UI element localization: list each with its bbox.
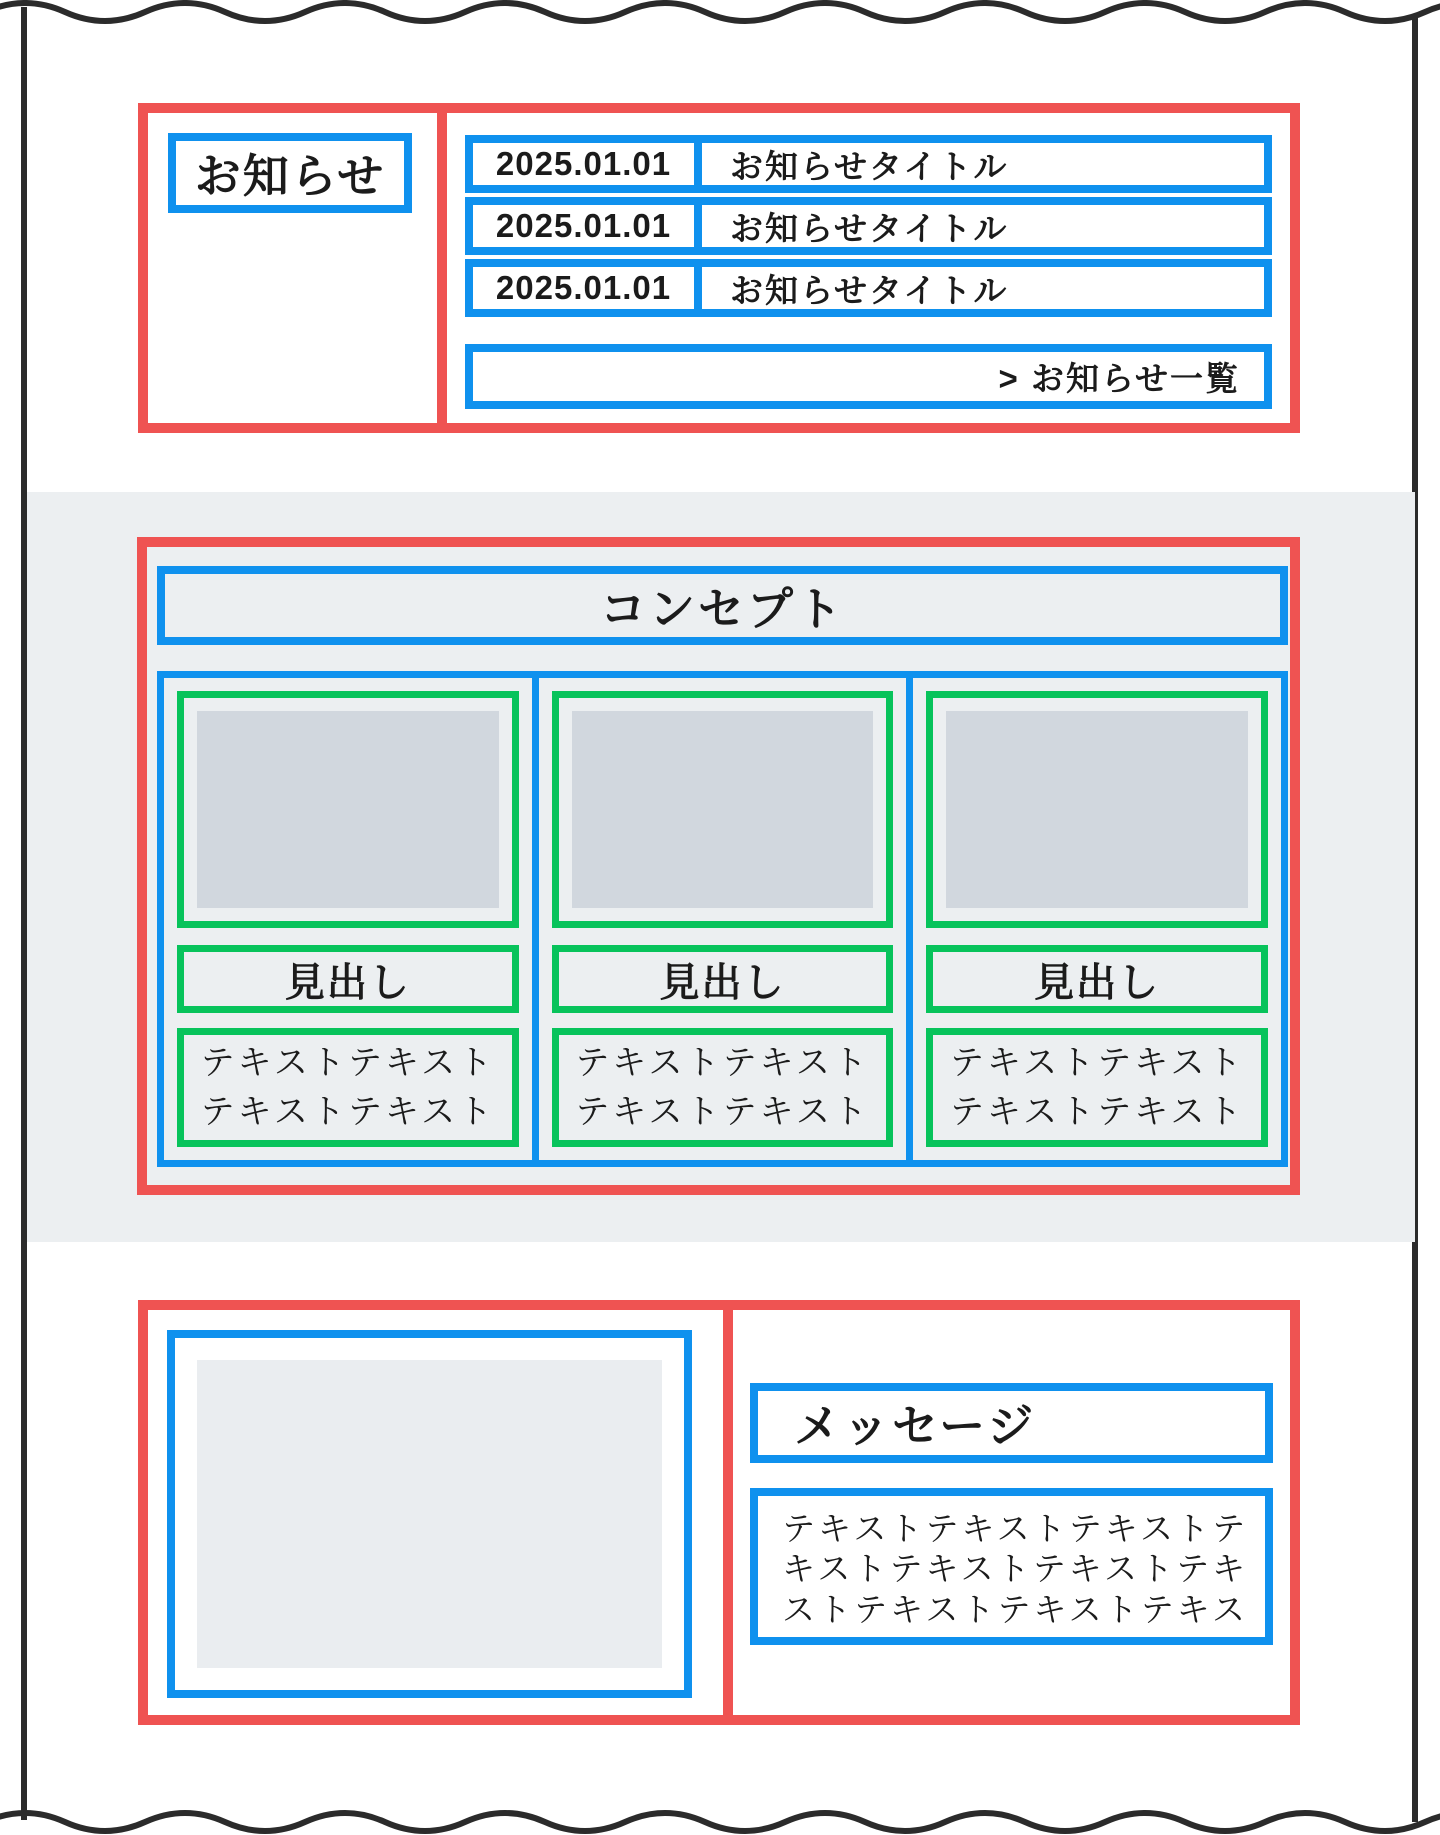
concept-card-text bbox=[552, 1028, 894, 1147]
notice-row[interactable] bbox=[465, 197, 1272, 255]
notice-title: お知らせタイトル bbox=[730, 147, 1009, 185]
message-text-line: ストテキストテキストテキス bbox=[782, 1590, 1249, 1628]
message-image-box bbox=[167, 1330, 692, 1698]
notice-list bbox=[465, 135, 1272, 409]
notice-date: 2025.01.01 bbox=[473, 267, 702, 309]
notice-row[interactable] bbox=[465, 259, 1272, 317]
concept-card bbox=[532, 678, 907, 1160]
concept-card-text-line: テキストテキスト bbox=[575, 1044, 870, 1083]
image-placeholder bbox=[197, 1360, 662, 1668]
notices-column-divider bbox=[437, 113, 447, 423]
concept-card-heading: 見出し bbox=[926, 945, 1268, 1013]
concept-section-title: コンセプト bbox=[157, 566, 1288, 645]
top-wave-edge bbox=[0, 3, 1440, 21]
notice-date: 2025.01.01 bbox=[473, 143, 702, 185]
concept-card-text-line: テキストテキスト bbox=[200, 1044, 496, 1083]
concept-card-text-line: テキストテキスト bbox=[949, 1044, 1245, 1083]
concept-card-text-line: テキストテキスト bbox=[200, 1092, 496, 1131]
message-text bbox=[750, 1488, 1273, 1645]
concept-card bbox=[164, 678, 532, 1160]
concept-section bbox=[137, 537, 1300, 1195]
bottom-wave-edge bbox=[0, 1813, 1440, 1831]
concept-card-heading: 見出し bbox=[552, 945, 894, 1013]
notice-title: お知らせタイトル bbox=[730, 271, 1009, 309]
notices-list-link[interactable]: > お知らせ一覧 bbox=[465, 344, 1272, 409]
concept-card-text-line: テキストテキスト bbox=[575, 1092, 870, 1131]
concept-card-text-line: テキストテキスト bbox=[949, 1092, 1245, 1131]
notice-row[interactable] bbox=[465, 135, 1272, 193]
notices-section-label: お知らせ bbox=[168, 133, 412, 213]
notices-section bbox=[138, 103, 1300, 433]
message-text-line: キストテキストテキストテキ bbox=[782, 1550, 1249, 1588]
message-column-divider bbox=[723, 1310, 733, 1715]
concept-card-text bbox=[177, 1028, 519, 1147]
notice-title: お知らせタイトル bbox=[730, 209, 1009, 247]
image-placeholder bbox=[572, 711, 874, 908]
notice-date: 2025.01.01 bbox=[473, 205, 702, 247]
concept-card-heading: 見出し bbox=[177, 945, 519, 1013]
message-section-title: メッセージ bbox=[750, 1383, 1273, 1463]
concept-image-box bbox=[177, 691, 519, 928]
image-placeholder bbox=[946, 711, 1248, 908]
concept-columns bbox=[157, 671, 1288, 1167]
concept-image-box bbox=[552, 691, 894, 928]
concept-image-box bbox=[926, 691, 1268, 928]
concept-card bbox=[906, 678, 1281, 1160]
message-section bbox=[138, 1300, 1300, 1725]
concept-card-text bbox=[926, 1028, 1268, 1147]
image-placeholder bbox=[197, 711, 499, 908]
message-text-line: テキストテキストテキストテ bbox=[782, 1510, 1249, 1547]
